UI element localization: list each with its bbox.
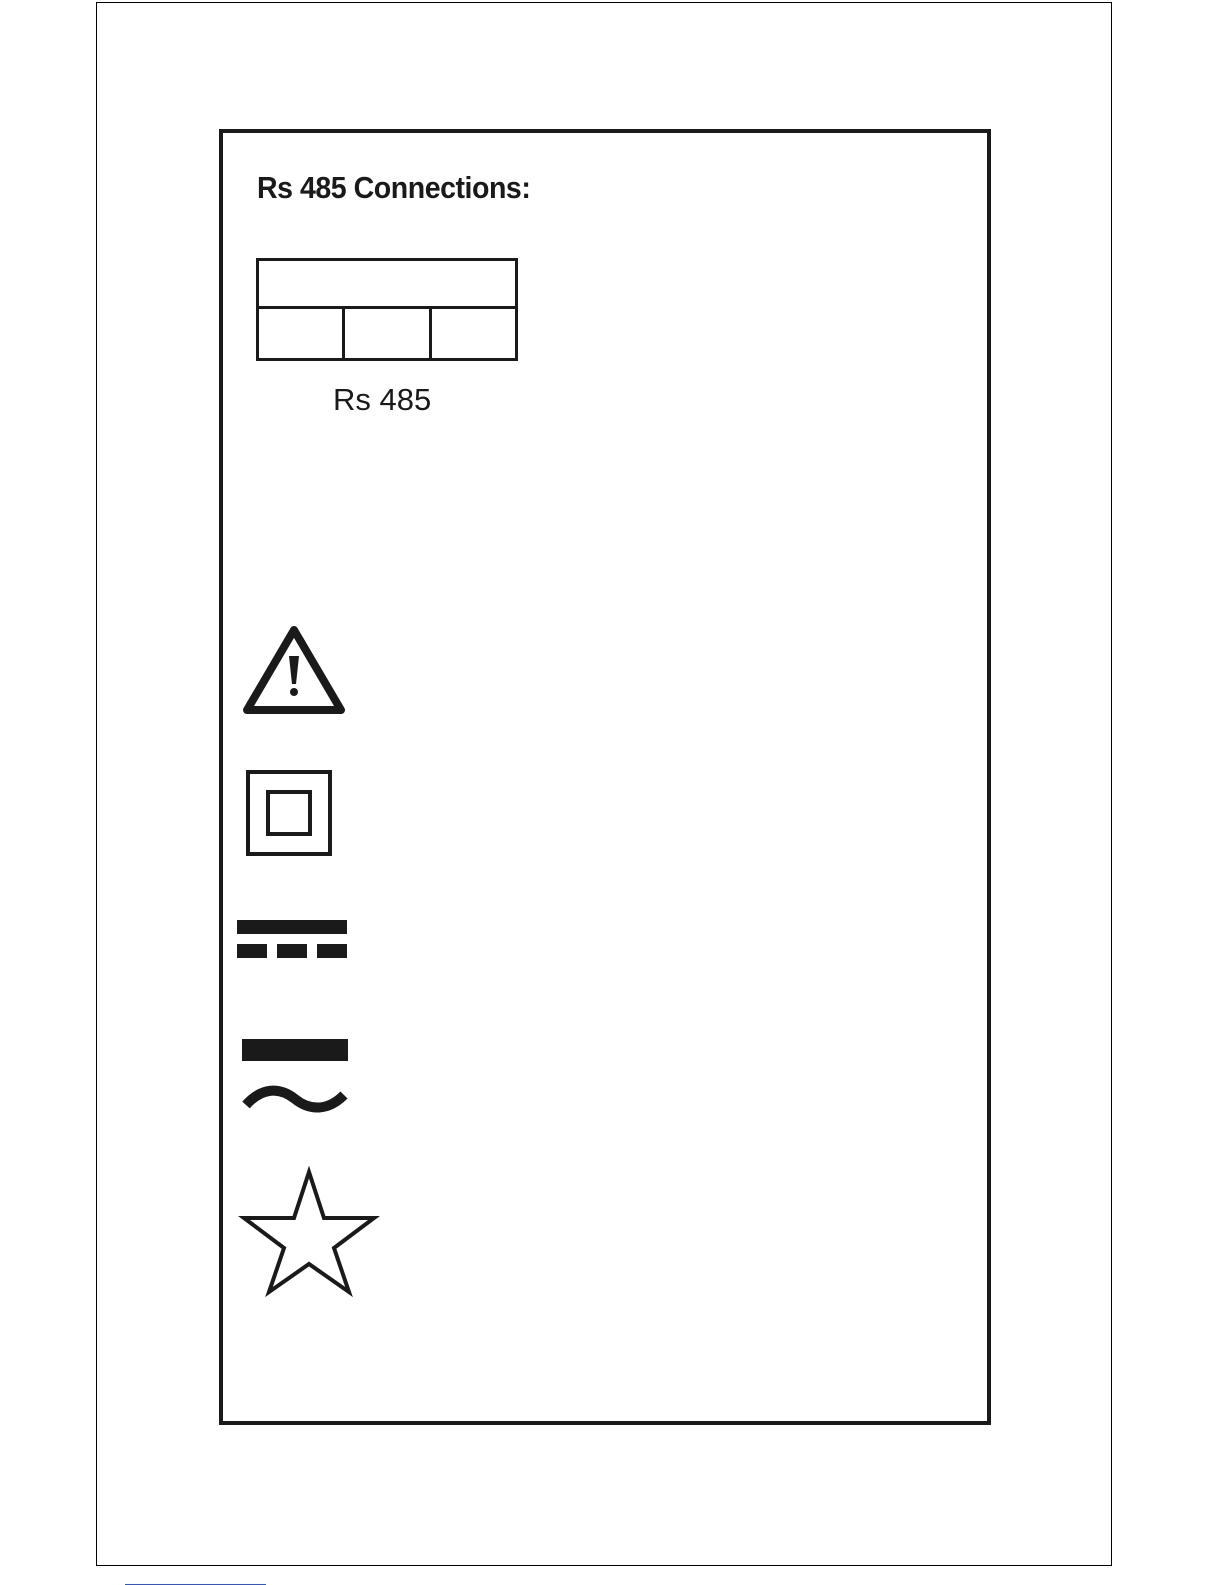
- connector-terminal-3: [432, 309, 515, 358]
- connector-top-block: [259, 261, 515, 309]
- page-title: Rs 485 Connections:: [257, 170, 531, 205]
- ac-dc-symbol-icon: [240, 1037, 352, 1123]
- star-icon: [238, 1166, 380, 1298]
- rs485-connector-diagram: [256, 258, 518, 361]
- double-insulation-icon: [246, 770, 332, 856]
- warning-triangle-icon: [243, 626, 345, 714]
- connector-terminal-2: [345, 309, 432, 358]
- dc-symbol-icon: [237, 918, 349, 960]
- connector-terminal-1: [259, 309, 345, 358]
- connector-caption: Rs 485: [333, 382, 432, 417]
